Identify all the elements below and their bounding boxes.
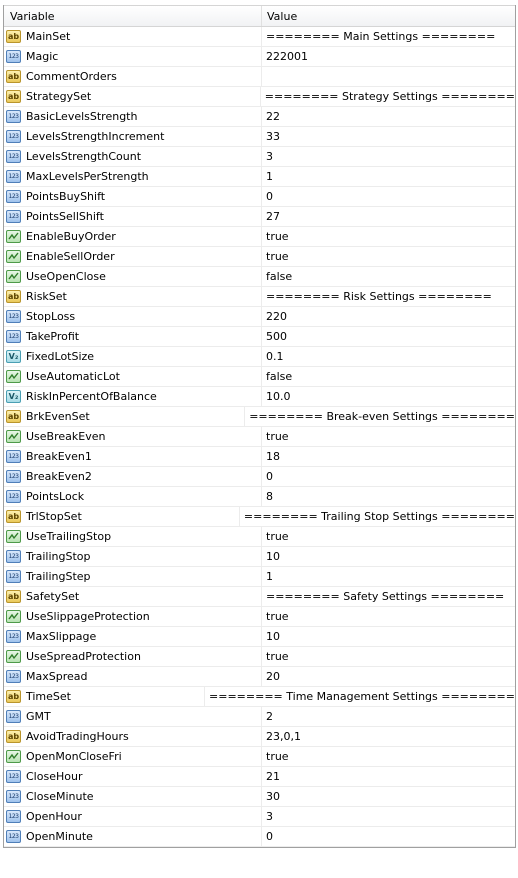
value-cell[interactable]: 0.1 (266, 350, 284, 363)
variable-name: MaxSpread (26, 670, 88, 683)
value-cell[interactable]: true (266, 650, 289, 663)
table-row[interactable] (4, 627, 515, 647)
table-row[interactable] (4, 767, 515, 787)
string-type-icon: ab (6, 510, 21, 523)
table-row[interactable] (4, 447, 515, 467)
table-row[interactable] (4, 527, 515, 547)
table-row[interactable] (4, 327, 515, 347)
table-row[interactable] (4, 47, 515, 67)
value-cell[interactable]: 3 (266, 810, 273, 823)
variable-cell[interactable] (4, 267, 262, 286)
variable-cell[interactable] (4, 407, 245, 426)
variable-cell[interactable] (4, 367, 262, 386)
table-row[interactable] (4, 127, 515, 147)
table-row[interactable] (4, 567, 515, 587)
variable-name: LevelsStrengthIncrement (26, 130, 165, 143)
string-type-icon: ab (6, 290, 21, 303)
table-row[interactable] (4, 347, 515, 367)
variable-name: EnableBuyOrder (26, 230, 116, 243)
value-cell[interactable]: 33 (266, 130, 280, 143)
table-row[interactable] (4, 467, 515, 487)
table-row[interactable] (4, 107, 515, 127)
integer-type-icon: 123 (6, 790, 21, 803)
value-cell[interactable] (262, 67, 515, 86)
table-row[interactable] (4, 27, 515, 47)
value-cell[interactable]: true (266, 250, 289, 263)
variable-cell[interactable] (4, 187, 262, 206)
variable-name: TrailingStop (26, 550, 91, 563)
variable-name: CommentOrders (26, 70, 117, 83)
integer-type-icon: 123 (6, 50, 21, 63)
variable-cell[interactable] (4, 487, 262, 506)
variable-name: UseSlippageProtection (26, 610, 150, 623)
variable-cell[interactable] (4, 627, 262, 646)
variable-name: CloseMinute (26, 790, 94, 803)
variable-name: UseAutomaticLot (26, 370, 120, 383)
variable-name: TrailingStep (26, 570, 91, 583)
variable-name: RiskSet (26, 290, 67, 303)
table-row[interactable] (4, 827, 515, 847)
boolean-type-icon (6, 230, 21, 243)
variable-name: PointsLock (26, 490, 85, 503)
variable-cell[interactable] (4, 387, 262, 406)
value-cell[interactable]: ======== Main Settings ======== (266, 30, 496, 43)
variable-name: StopLoss (26, 310, 76, 323)
value-cell[interactable]: ======== Trailing Stop Settings ======== (243, 510, 515, 523)
variable-cell[interactable] (4, 27, 262, 46)
value-cell[interactable]: 10.0 (266, 390, 291, 403)
value-cell[interactable]: ======== Time Management Settings ======== (209, 690, 515, 703)
value-cell[interactable]: 0 (266, 830, 273, 843)
table-row[interactable] (4, 307, 515, 327)
variable-name: OpenHour (26, 810, 82, 823)
table-row[interactable] (4, 427, 515, 447)
variable-cell[interactable] (4, 747, 262, 766)
value-cell[interactable]: true (266, 750, 289, 763)
string-type-icon: ab (6, 70, 21, 83)
integer-type-icon: 123 (6, 470, 21, 483)
table-row[interactable] (4, 587, 515, 607)
integer-type-icon: 123 (6, 670, 21, 683)
variable-name: BreakEven2 (26, 470, 92, 483)
table-row[interactable] (4, 707, 515, 727)
string-type-icon: ab (6, 690, 21, 703)
variable-cell[interactable] (4, 47, 262, 66)
integer-type-icon: 123 (6, 570, 21, 583)
variable-cell[interactable] (4, 587, 262, 606)
variable-name: PointsBuyShift (26, 190, 106, 203)
value-cell[interactable]: 500 (266, 330, 287, 343)
grid-header (4, 5, 515, 27)
integer-type-icon: 123 (6, 490, 21, 503)
table-row[interactable] (4, 787, 515, 807)
integer-type-icon: 123 (6, 170, 21, 183)
value-cell[interactable]: false (266, 270, 293, 283)
table-row[interactable] (4, 667, 515, 687)
integer-type-icon: 123 (6, 130, 21, 143)
table-row[interactable] (4, 287, 515, 307)
integer-type-icon: 123 (6, 190, 21, 203)
boolean-type-icon (6, 610, 21, 623)
variable-name: PointsSellShift (26, 210, 104, 223)
value-cell[interactable]: true (266, 230, 289, 243)
value-cell[interactable]: ======== Break-even Settings ======== (249, 410, 515, 423)
table-row[interactable] (4, 727, 515, 747)
value-cell[interactable]: 220 (266, 310, 287, 323)
value-cell[interactable]: true (266, 530, 289, 543)
table-row[interactable] (4, 807, 515, 827)
variable-name: GMT (26, 710, 51, 723)
boolean-type-icon (6, 750, 21, 763)
variable-name: BasicLevelsStrength (26, 110, 138, 123)
variable-name: BrkEvenSet (26, 410, 90, 423)
integer-type-icon: 123 (6, 810, 21, 823)
variable-cell[interactable] (4, 727, 262, 746)
variable-cell[interactable] (4, 287, 262, 306)
column-header-variable[interactable]: Variable (4, 6, 262, 26)
value-cell[interactable]: 8 (266, 490, 273, 503)
table-row[interactable] (4, 167, 515, 187)
variable-cell[interactable] (4, 327, 262, 346)
variable-cell[interactable] (4, 207, 262, 226)
variable-cell[interactable] (4, 347, 262, 366)
table-row[interactable] (4, 87, 515, 107)
variable-cell[interactable] (4, 807, 262, 826)
string-type-icon: ab (6, 30, 21, 43)
table-row[interactable] (4, 187, 515, 207)
variable-name: UseBreakEven (26, 430, 106, 443)
variable-name: SafetySet (26, 590, 80, 603)
variable-name: OpenMonCloseFri (26, 750, 122, 763)
value-cell[interactable]: 0 (266, 190, 273, 203)
variable-name: UseTrailingStop (26, 530, 112, 543)
variable-cell[interactable] (4, 467, 262, 486)
value-cell[interactable]: 30 (266, 790, 280, 803)
boolean-type-icon (6, 370, 21, 383)
boolean-type-icon (6, 430, 21, 443)
variable-name: MaxLevelsPerStrength (26, 170, 149, 183)
integer-type-icon: 123 (6, 150, 21, 163)
inputs-grid (3, 5, 516, 848)
variable-cell[interactable] (4, 67, 262, 86)
variable-name: EnableSellOrder (26, 250, 115, 263)
variable-cell[interactable] (4, 607, 262, 626)
variable-cell[interactable] (4, 647, 262, 666)
double-type-icon: V₂ (6, 390, 21, 403)
value-cell[interactable]: 27 (266, 210, 280, 223)
value-cell[interactable]: 10 (266, 630, 280, 643)
variable-cell[interactable] (4, 87, 261, 106)
value-cell[interactable]: 20 (266, 670, 280, 683)
boolean-type-icon (6, 650, 21, 663)
variable-name: MainSet (26, 30, 71, 43)
variable-cell[interactable] (4, 707, 262, 726)
column-header-value[interactable]: Value (267, 9, 298, 23)
variable-cell[interactable] (4, 447, 262, 466)
integer-type-icon: 123 (6, 710, 21, 723)
variable-name: StrategySet (26, 90, 92, 103)
variable-cell[interactable] (4, 107, 262, 126)
value-cell[interactable]: 3 (266, 150, 273, 163)
table-row[interactable] (4, 387, 515, 407)
table-row[interactable] (4, 507, 515, 527)
variable-cell[interactable] (4, 147, 262, 166)
string-type-icon: ab (6, 410, 21, 423)
integer-type-icon: 123 (6, 310, 21, 323)
integer-type-icon: 123 (6, 630, 21, 643)
integer-type-icon: 123 (6, 330, 21, 343)
variable-cell[interactable] (4, 507, 240, 526)
table-row[interactable] (4, 247, 515, 267)
variable-name: MaxSlippage (26, 630, 97, 643)
double-type-icon: V₂ (6, 350, 21, 363)
boolean-type-icon (6, 270, 21, 283)
variable-name: RiskInPercentOfBalance (26, 390, 157, 403)
table-row[interactable] (4, 647, 515, 667)
value-cell[interactable]: 10 (266, 550, 280, 563)
table-row[interactable] (4, 407, 515, 427)
variable-cell[interactable] (4, 167, 262, 186)
table-row[interactable] (4, 487, 515, 507)
table-row[interactable] (4, 207, 515, 227)
value-cell[interactable]: ======== Strategy Settings ======== (264, 90, 515, 103)
value-cell[interactable]: 1 (266, 170, 273, 183)
variable-name: UseOpenClose (26, 270, 106, 283)
variable-name: BreakEven1 (26, 450, 92, 463)
value-cell[interactable]: true (266, 610, 289, 623)
integer-type-icon: 123 (6, 210, 21, 223)
string-type-icon: ab (6, 730, 21, 743)
variable-name: Magic (26, 50, 59, 63)
variable-name: UseSpreadProtection (26, 650, 141, 663)
table-row[interactable] (4, 227, 515, 247)
variable-cell[interactable] (4, 427, 262, 446)
variable-cell[interactable] (4, 307, 262, 326)
value-cell[interactable]: true (266, 430, 289, 443)
variable-name: LevelsStrengthCount (26, 150, 142, 163)
value-cell[interactable]: 2 (266, 710, 273, 723)
value-cell[interactable]: 1 (266, 570, 273, 583)
grid-rows (4, 27, 515, 847)
variable-cell[interactable] (4, 567, 262, 586)
variable-name: FixedLotSize (26, 350, 95, 363)
variable-cell[interactable] (4, 547, 262, 566)
table-row[interactable] (4, 607, 515, 627)
variable-cell[interactable] (4, 127, 262, 146)
variable-cell[interactable] (4, 527, 262, 546)
table-row[interactable] (4, 67, 515, 87)
table-row[interactable] (4, 267, 515, 287)
value-cell[interactable]: 22 (266, 110, 280, 123)
value-cell[interactable]: 18 (266, 450, 280, 463)
value-cell[interactable]: false (266, 370, 293, 383)
variable-name: TimeSet (26, 690, 71, 703)
table-row[interactable] (4, 147, 515, 167)
boolean-type-icon (6, 530, 21, 543)
value-cell[interactable]: ======== Risk Settings ======== (266, 290, 492, 303)
table-row[interactable] (4, 747, 515, 767)
variable-cell[interactable] (4, 227, 262, 246)
value-cell[interactable]: 23,0,1 (266, 730, 301, 743)
integer-type-icon: 123 (6, 110, 21, 123)
variable-name: TrlStopSet (26, 510, 82, 523)
string-type-icon: ab (6, 90, 21, 103)
variable-cell[interactable] (4, 247, 262, 266)
integer-type-icon: 123 (6, 770, 21, 783)
variable-cell[interactable] (4, 827, 262, 846)
variable-name: OpenMinute (26, 830, 93, 843)
integer-type-icon: 123 (6, 830, 21, 843)
variable-name: TakeProfit (26, 330, 80, 343)
table-row[interactable] (4, 367, 515, 387)
integer-type-icon: 123 (6, 550, 21, 563)
integer-type-icon: 123 (6, 450, 21, 463)
value-cell[interactable]: 222001 (266, 50, 308, 63)
value-cell[interactable]: 0 (266, 470, 273, 483)
value-cell[interactable]: 21 (266, 770, 280, 783)
variable-cell[interactable] (4, 787, 262, 806)
table-row[interactable] (4, 687, 515, 707)
variable-name: AvoidTradingHours (26, 730, 129, 743)
boolean-type-icon (6, 250, 21, 263)
table-row[interactable] (4, 547, 515, 567)
variable-cell[interactable] (4, 687, 205, 706)
variable-cell[interactable] (4, 667, 262, 686)
string-type-icon: ab (6, 590, 21, 603)
value-cell[interactable]: ======== Safety Settings ======== (266, 590, 505, 603)
variable-cell[interactable] (4, 767, 262, 786)
variable-name: CloseHour (26, 770, 83, 783)
